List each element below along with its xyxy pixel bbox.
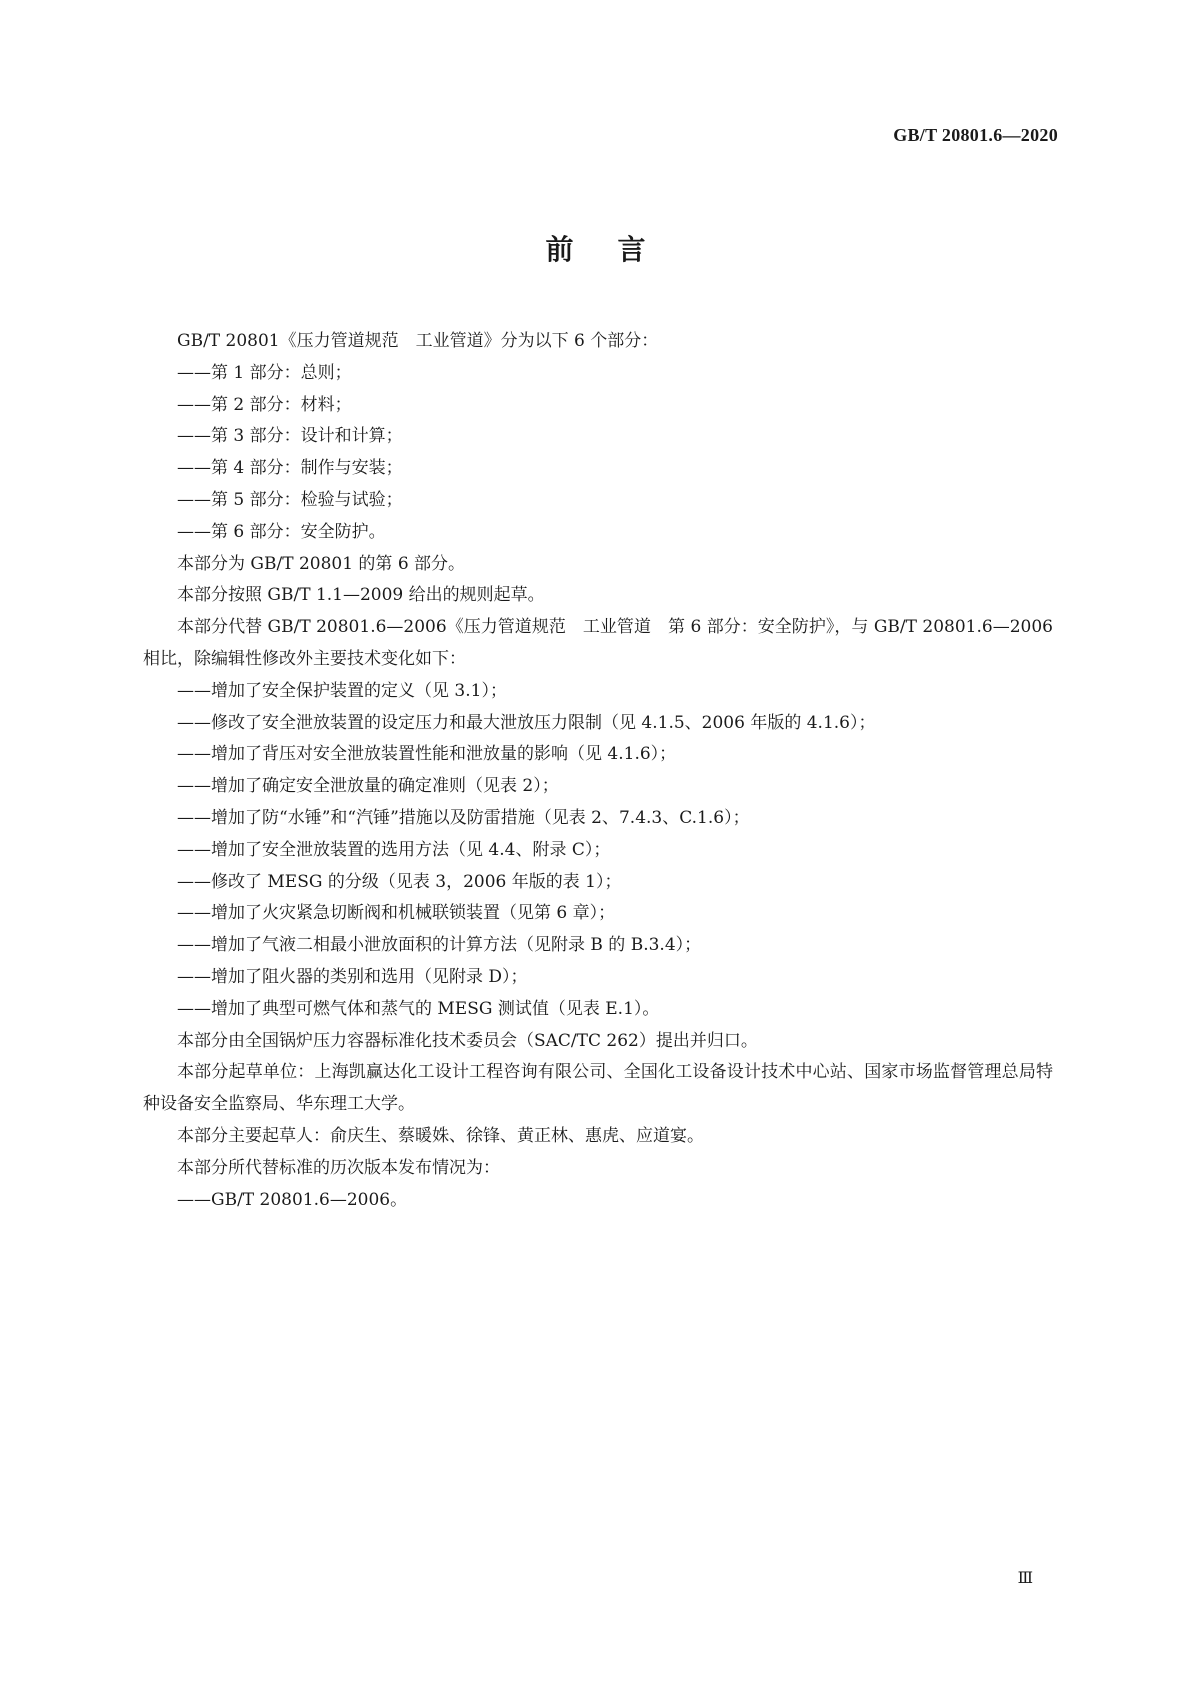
document-body bbox=[143, 326, 1053, 1216]
list-item: ——第 2 部分：材料； bbox=[177, 394, 352, 415]
list-item: ——增加了背压对安全泄放装置性能和泄放量的影响（见 4.1.6）； bbox=[177, 744, 677, 765]
list-item: ——增加了防“水锤”和“汽锤”措施以及防雷措施（见表 2、7.4.3、C.1.6）； bbox=[177, 807, 750, 828]
list-item: ——修改了 MESG 的分级（见表 3，2006 年版的表 1）； bbox=[177, 871, 622, 892]
paragraph: 本部分起草单位：上海凯赢达化工设计工程咨询有限公司、全国化工设备设计技术中心站、国家市场监督管理总局特种设备安全监察局、华东理工大学。 bbox=[143, 1062, 1053, 1115]
list-item: ——第 1 部分：总则； bbox=[177, 362, 352, 383]
list-item: ——增加了火灾紧急切断阀和机械联锁装置（见第 6 章）； bbox=[177, 903, 616, 924]
paragraph: 本部分按照 GB/T 1.1—2009 给出的规则起草。 bbox=[177, 585, 545, 606]
list-item: ——第 4 部分：制作与安装； bbox=[177, 458, 403, 479]
standard-code: GB/T 20801.6—2020 bbox=[893, 125, 1058, 145]
paragraph: 本部分为 GB/T 20801 的第 6 部分。 bbox=[177, 553, 466, 574]
page-title: 前言 bbox=[545, 233, 690, 266]
paragraph: 本部分由全国锅炉压力容器标准化技术委员会（SAC/TC 262）提出并归口。 bbox=[177, 1030, 758, 1051]
list-item: ——增加了气液二相最小泄放面积的计算方法（见附录 B 的 B.3.4）； bbox=[177, 935, 702, 956]
list-item: ——增加了安全保护装置的定义（见 3.1）； bbox=[177, 680, 507, 701]
list-item: ——增加了安全泄放装置的选用方法（见 4.4、附录 C）； bbox=[177, 839, 611, 860]
list-item: ——第 5 部分：检验与试验； bbox=[177, 489, 403, 510]
list-item: ——增加了典型可燃气体和蒸气的 MESG 测试值（见表 E.1）。 bbox=[177, 998, 660, 1019]
paragraph: GB/T 20801《压力管道规范 工业管道》分为以下 6 个部分： bbox=[177, 331, 659, 351]
paragraph: 本部分代替 GB/T 20801.6—2006《压力管道规范 工业管道 第 6 部分：安全防护》，与 GB/T 20801.6—2006 相比，除编辑性修改外主要技术变化如下： bbox=[143, 617, 1053, 669]
paragraph: 本部分所代替标准的历次版本发布情况为： bbox=[177, 1157, 500, 1178]
list-item: ——第 3 部分：设计和计算； bbox=[177, 426, 403, 447]
page-number: Ⅲ bbox=[1017, 1570, 1033, 1587]
paragraph: 本部分主要起草人：俞庆生、蔡暖姝、徐锋、黄正林、惠虎、应道宴。 bbox=[177, 1125, 704, 1146]
list-item: ——GB/T 20801.6—2006。 bbox=[177, 1189, 408, 1210]
list-item: ——修改了安全泄放装置的设定压力和最大泄放压力限制（见 4.1.5、2006 年版的 4.1.6）； bbox=[177, 712, 876, 733]
list-item: ——增加了确定安全泄放量的确定准则（见表 2）； bbox=[177, 776, 559, 797]
list-item: ——第 6 部分：安全防护。 bbox=[177, 521, 386, 542]
list-item: ——增加了阻火器的类别和选用（见附录 D）； bbox=[177, 966, 528, 987]
